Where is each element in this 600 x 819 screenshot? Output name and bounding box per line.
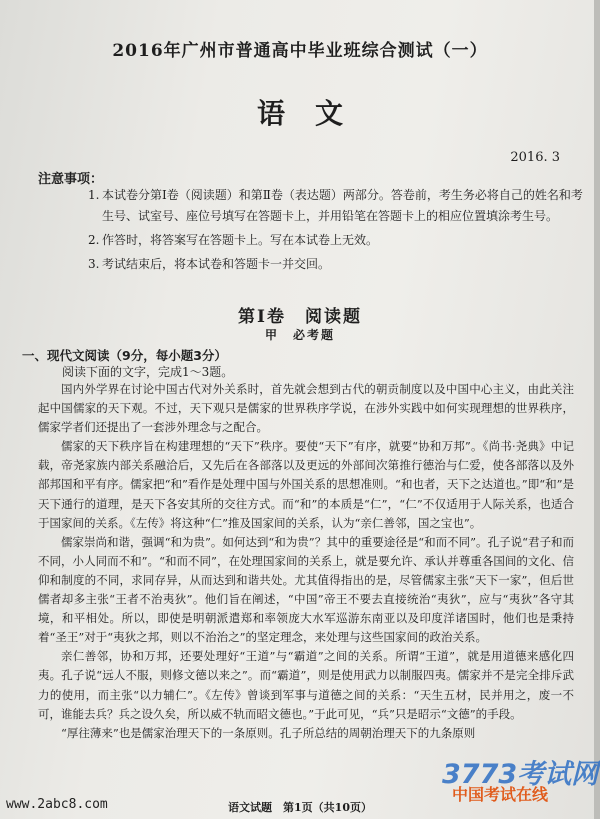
question-instruction: 阅读下面的文字，完成1～3题。 [62,365,234,379]
notice-item-number: 2. [88,233,100,247]
question-heading: 一、现代文阅读（9分，每小题3分） [22,348,227,363]
notice-item [88,230,588,251]
watermark-slogan: 中国考试在线 [452,785,549,804]
passage-paragraph: 国内外学界在讨论中国古代对外关系时，首先就会想到古代的朝贡制度以及中国中心主义，由此关注起中国儒家的天下观。不过，天下观只是儒家的世界秩序学说，在涉外实践中如何实现理想的世界秩序，儒家学者们还提出了一套涉外理念与之配合。 [38,382,574,435]
notice-heading: 注意事项： [38,172,104,187]
subject-title: 语文 [256,97,373,130]
reading-passage [38,380,574,743]
notice-item-text: 作答时，将答案写在答题卡上。写在本试卷上无效。 [102,233,379,247]
part-title: 第Ⅰ卷 阅读题 [238,307,362,327]
notice-item-number: 1. [88,188,100,202]
section-title: 甲 必考题 [264,328,335,342]
passage-paragraph: 儒家崇尚和谐，强调“和为贵”。如何达到“和为贵”？其中的重要途径是“和而不同”。孔子说“君子和而不同，小人同而不和”。“和而不同”，在处理国家间的关系上，就是要允许、承认并尊重各国间的文化、信仰和制度的不同，求同存异，从而达到和谐共处。尤其值得指出的是，尽管儒家主张“天下一家”，但后世儒者却多主张“王者不治夷狄”。他们旨在阐述，“中国”帝王不要去直接统治“夷狄”，应与“夷狄”各守其境，和平相处。所以，即使是明朝派遣郑和率领庞大水军巡游东南亚以及印度洋诸国时，他们也是秉持着“圣王”对于“夷狄之邦，则以不治治之”的坚定理念，来处理与这些国家间的政治关系。 [38,534,574,645]
notice-item-text: 本试卷分第Ⅰ卷（阅读题）和第Ⅱ卷（表达题）两部分。答卷前，考生务必将自己的姓名和考生号、试室号、座位号填写在答题卡上，并用铅笔在答题卡上的相应位置填涂考生号。 [102,188,583,223]
notice-item-text: 考试结束后，将本试卷和答题卡一并交回。 [102,257,331,271]
passage-paragraph: 儒家的天下秩序旨在构建理想的“天下”秩序。要使“天下”有序，就要“协和万邦”。《尚书·尧典》中记载，帝尧家族内部关系融洽后，又先后在各部落以及更远的外部间次第推行德治与仁爱，使各部落以及外部邦国和平有序。儒家把“和”看作是处理中国与外国关系的思想准则。“和也者，天下之达道也。”即“和”是天下通行的道理，是天下各安其所的交往方式。而“和”的本质是“仁”，“仁”不仅适用于人际关系，也适合于国家间的关系。《左传》将这种“仁”推及国家间的关系，认为“亲仁善邻，国之宝也”。 [38,439,574,530]
notice-list [88,185,588,278]
exam-date: 2016. 3 [510,150,560,165]
notice-item [88,185,588,227]
watermark-site: www.2abc8.com [6,797,108,812]
passage-paragraph: 亲仁善邻，协和万邦，还要处理好“王道”与“霸道”之间的关系。所谓“王道”，就是用道德来感化四夷。孔子说“远人不服，则修文德以来之”。而“霸道”，则是使用武力以制服四夷。儒家并不是完全排斥武力的使用，而主张“以力辅仁”。《左传》曾谈到军事与道德之间的关系：“天生五材，民并用之，废一不可，谁能去兵？兵之设久矣，所以威不轨而昭文德也。”于此可见，“兵”只是昭示“文德”的手段。 [38,649,574,721]
passage-paragraph: “厚往薄来”也是儒家治理天下的一条原则。孔子所总结的周朝治理天下的九条原则 [61,725,476,740]
notice-item-number: 3. [88,257,100,271]
exam-title: 2016年广州市普通高中毕业班综合测试（一） [112,41,488,61]
watermark-logo: 3773考试网 [442,759,599,790]
page-footer: 语文试题 第1页（共10页） [228,801,372,814]
notice-item [88,254,588,275]
